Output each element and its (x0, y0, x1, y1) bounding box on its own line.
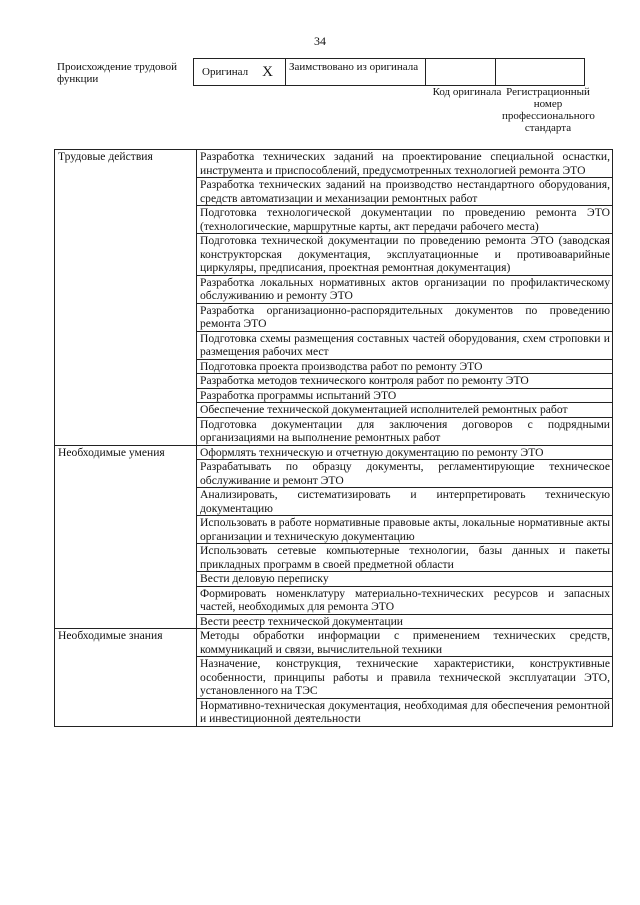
section-item: Формировать номенклатуру материально-технических ресурсов и запасных частей, необходимых для ремонта ЭТО (197, 586, 613, 614)
table-row (55, 150, 613, 178)
section-item: Нормативно-техническая документация, необходимая для обеспечения ремонтной и инвестиционной деятельности (197, 698, 613, 726)
section-item: Подготовка технологической документации по проведению ремонта ЭТО (технологические, маршрутные карты, акт передачи рабочего места) (197, 206, 613, 234)
table-row (55, 445, 613, 460)
section-item: Обеспечение технической документацией исполнителей ремонтных работ (197, 403, 613, 418)
original-cell (194, 59, 286, 85)
function-table-body (55, 150, 613, 727)
section-item: Подготовка проекта производства работ по ремонту ЭТО (197, 359, 613, 374)
section-category: Необходимые знания (55, 629, 197, 727)
reg-number-caption: Регистрационный номер профессионального стандарта (502, 86, 595, 134)
section-item: Разрабатывать по образцу документы, регламентирующие техническое обслуживание и ремонт ЭТО (197, 460, 613, 488)
section-category: Необходимые умения (55, 445, 197, 629)
code-caption: Код оригинала (432, 86, 502, 98)
code-cell (426, 59, 496, 85)
section-category: Трудовые действия (55, 150, 197, 446)
section-item: Оформлять техническую и отчетную документацию по ремонту ЭТО (197, 445, 613, 460)
original-label: Оригинал (202, 66, 249, 78)
section-item: Подготовка технической документации по проведению ремонта ЭТО (заводская конструкторская документация, эксплуатационные и противоаварийные циркуляры, предписания, проектная ремонтная документация) (197, 234, 613, 276)
section-item: Методы обработки информации с применением технических средств, коммуникаций и связи, вычислительной техники (197, 629, 613, 657)
original-mark: X (262, 64, 273, 80)
reg-number-cell (496, 59, 584, 85)
borrowed-cell: Заимствовано из оригинала (286, 59, 426, 85)
section-item: Подготовка схемы размещения составных частей оборудования, схем строповки и размещения рабочих мест (197, 331, 613, 359)
table-row (55, 629, 613, 657)
section-item: Разработка технических заданий на проектирование специальной оснастки, инструмента и приспособлений, предусмотренных технологией ремонта ЭТО (197, 150, 613, 178)
section-item: Вести деловую переписку (197, 572, 613, 587)
section-item: Использовать в работе нормативные правовые акты, локальные нормативные акты организации и техническую документацию (197, 516, 613, 544)
section-item: Разработка программы испытаний ЭТО (197, 388, 613, 403)
function-table (54, 149, 613, 727)
section-item: Разработка технических заданий на производство нестандартного оборудования, средств автоматизации и механизации ремонтных работ (197, 178, 613, 206)
section-item: Разработка локальных нормативных актов организации по профилактическому обслуживанию и ремонту ЭТО (197, 275, 613, 303)
section-item: Подготовка документации для заключения договоров с подрядными организациями на выполнение ремонтных работ (197, 417, 613, 445)
origin-box (193, 58, 585, 86)
section-item: Назначение, конструкция, технические характеристики, конструктивные особенности, принципы работы и правила технической эксплуатации ЭТО, установленного на ТЭС (197, 657, 613, 699)
page-number: 34 (314, 34, 326, 48)
origin-label: Происхождение трудовой функции (57, 61, 178, 85)
section-item: Использовать сетевые компьютерные технологии, базы данных и пакеты прикладных программ в своей предметной области (197, 544, 613, 572)
section-item: Анализировать, систематизировать и интерпретировать техническую документацию (197, 488, 613, 516)
section-item: Разработка методов технического контроля работ по ремонту ЭТО (197, 374, 613, 389)
section-item: Вести реестр технической документации (197, 614, 613, 629)
section-item: Разработка организационно-распорядительных документов по проведению ремонта ЭТО (197, 303, 613, 331)
